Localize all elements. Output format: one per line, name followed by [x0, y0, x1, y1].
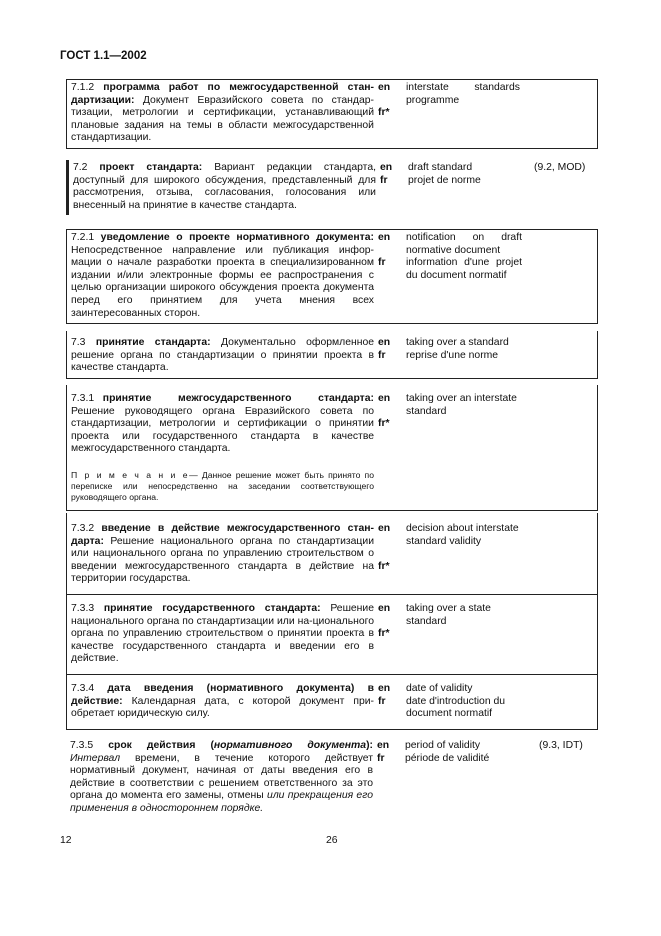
equivalents	[406, 593, 524, 674]
term-number: 7.3.3	[71, 603, 95, 614]
term-definition: Документ Евразийского совета по стандар-тизации, метрологии и сертификации, устанавливающий плановые задания на темы в области межгосударственной стандартизации.	[71, 94, 375, 144]
language-codes	[378, 331, 406, 378]
equivalents	[406, 385, 524, 510]
term-definition: времени, в течение которого действует нормативный документ, начиная от даты введения его в действие в соответствии с решением ответственного за это органа до момента его замены, отмены	[70, 752, 373, 802]
equivalents	[408, 160, 526, 215]
page-number-center: 26	[326, 835, 338, 846]
term-text	[67, 80, 378, 148]
term-number: 7.2.1	[71, 232, 95, 243]
term-definition: Вариант редакции стандарта, доступный для широкого обсуждения, представленный для рассмотрения, отзыва, согласования, голосования или внесенный на принятие в качестве стандарта.	[73, 162, 376, 211]
term-entry-7-1-2	[66, 79, 598, 149]
term-entry-7-2	[66, 160, 599, 215]
equiv-fr: reprise d'une norme	[406, 349, 499, 361]
code-en: en	[378, 683, 391, 694]
term-entry-7-3	[66, 331, 598, 379]
equivalents	[406, 675, 524, 729]
term-title: проект стандарта:	[99, 162, 203, 173]
language-codes	[378, 593, 406, 674]
term-title: принятие межгосударственного стандарта:	[102, 393, 375, 404]
code-en: en	[378, 603, 391, 614]
reference: (9.2, MOD)	[534, 162, 586, 173]
equiv-en: taking over a state standard	[406, 603, 491, 627]
term-text	[66, 738, 377, 819]
equiv-en: draft standard	[408, 162, 473, 173]
document-header: ГОСТ 1.1—2002	[60, 50, 147, 62]
language-codes	[378, 513, 406, 594]
term-definition: Непосредственное направление или публикация инфор-мации о начале разработки проекта в специализированном издании и/или электронные формы ее распространения с целью организации широкого обсуждения проекта документа перед его принятием для учета мнения всех заинтересованных сторон.	[71, 244, 374, 319]
equiv-fr: date d'introduction du document normatif	[406, 695, 506, 720]
note-label: П р и м е ч а н и е	[71, 469, 190, 480]
term-title: введение в действие межгосударственного стан-дарта:	[71, 523, 374, 547]
term-definition-italic: Интервал	[70, 752, 121, 764]
equiv-en: date of validity	[406, 683, 473, 694]
term-text	[69, 160, 380, 215]
term-text	[67, 675, 378, 729]
term-title: принятие стандарта:	[95, 337, 211, 348]
term-definition: Календарная дата, с которой документ при-обретает юридическую силу.	[71, 695, 374, 720]
code-fr: fr	[378, 695, 386, 707]
reference: (9.3, IDT)	[539, 740, 583, 751]
code-en: en	[378, 232, 391, 243]
code-fr: fr	[380, 174, 388, 186]
code-en: en	[378, 393, 391, 404]
language-codes	[378, 385, 406, 510]
code-en: en	[378, 523, 391, 534]
term-entry-7-2-1	[66, 229, 598, 324]
term-number: 7.2	[73, 162, 88, 173]
equivalents	[406, 513, 524, 594]
term-definition: Решение руководящего органа Евразийского совета по стандартизации, метрологии и сертификации о принятии проекта или государственного стандарта в качестве межгосударственного стандарта.	[71, 405, 374, 455]
term-definition: Решение национального органа по стандартизации или национального органа по управлению строительством о введении межгосударственного стандарта в действие на территории государства.	[71, 535, 374, 585]
term-title: программа работ по межгосударственной стан-дартизации:	[71, 82, 375, 106]
equiv-en: interstate standards programme	[406, 82, 520, 106]
term-entry-7-3-5	[66, 738, 596, 819]
term-number: 7.1.2	[71, 82, 95, 93]
language-codes	[380, 160, 408, 215]
term-title: срок действия (	[108, 740, 214, 751]
term-entry-7-3-3	[66, 593, 598, 675]
code-en: en	[377, 740, 390, 751]
language-codes	[378, 230, 406, 323]
term-title-end: ):	[366, 740, 374, 751]
equiv-en: taking over an interstate standard	[406, 393, 517, 417]
term-title: принятие государственного стандарта:	[103, 603, 321, 614]
term-text	[67, 385, 378, 510]
equiv-en: notification on draft normative document	[406, 232, 522, 256]
term-number: 7.3.2	[71, 523, 95, 534]
equivalents	[406, 331, 524, 378]
equivalents	[405, 738, 523, 819]
equiv-en: period of validity	[405, 740, 481, 751]
equiv-fr: information d'une projet du document normatif	[406, 257, 522, 281]
term-entry-7-3-4	[66, 675, 598, 730]
term-entry-7-3-1	[66, 385, 598, 511]
equiv-en: taking over a standard	[406, 337, 509, 348]
term-number: 7.3	[71, 337, 86, 348]
code-fr: fr	[378, 257, 386, 269]
term-text	[67, 331, 378, 378]
equivalents	[406, 80, 524, 148]
code-en: en	[378, 337, 391, 348]
equiv-fr: période de validité	[405, 752, 490, 764]
term-definition: Решение национального органа по стандартизации или на-ционального органа по управлению строительством о принятии проекта в качестве государственного стандарта и введении его в действие.	[71, 603, 375, 665]
term-number: 7.3.5	[70, 740, 94, 751]
code-fr: fr	[378, 349, 386, 361]
page-number-left: 12	[60, 835, 72, 846]
term-definition-italic-end: или прекращения его применения в одностороннем порядке.	[70, 790, 373, 814]
term-text	[67, 230, 378, 323]
term-number: 7.3.1	[71, 393, 95, 404]
equiv-en: decision about interstate standard validity	[406, 523, 519, 547]
term-title: уведомление о проекте нормативного документа:	[100, 232, 374, 243]
code-fr: fr*	[378, 418, 390, 430]
term-number: 7.3.4	[71, 683, 95, 694]
term-text	[67, 593, 378, 674]
equivalents	[406, 230, 524, 323]
language-codes	[378, 675, 406, 729]
term-text	[67, 513, 378, 594]
code-en: en	[380, 162, 393, 173]
term-definition: Документально оформленное решение органа по стандартизации о принятии проекта в качестве стандарта.	[71, 337, 375, 374]
language-codes	[378, 80, 406, 148]
equiv-fr: projet de norme	[408, 174, 481, 186]
term-entry-7-3-2	[66, 513, 598, 595]
code-fr: fr*	[378, 628, 390, 640]
code-fr: fr*	[378, 107, 390, 119]
code-fr: fr	[377, 752, 385, 764]
term-title-italic: нормативного документа	[213, 740, 367, 751]
note-text: — Данное решение может быть принято по переписке или непосредственно на заседании соответствующего руководящего органа.	[71, 469, 374, 502]
term-note	[71, 470, 374, 503]
code-en: en	[378, 82, 391, 93]
language-codes	[377, 738, 405, 819]
term-title: дата введения (нормативного документа) в действие:	[71, 683, 374, 707]
code-fr: fr*	[378, 560, 390, 572]
